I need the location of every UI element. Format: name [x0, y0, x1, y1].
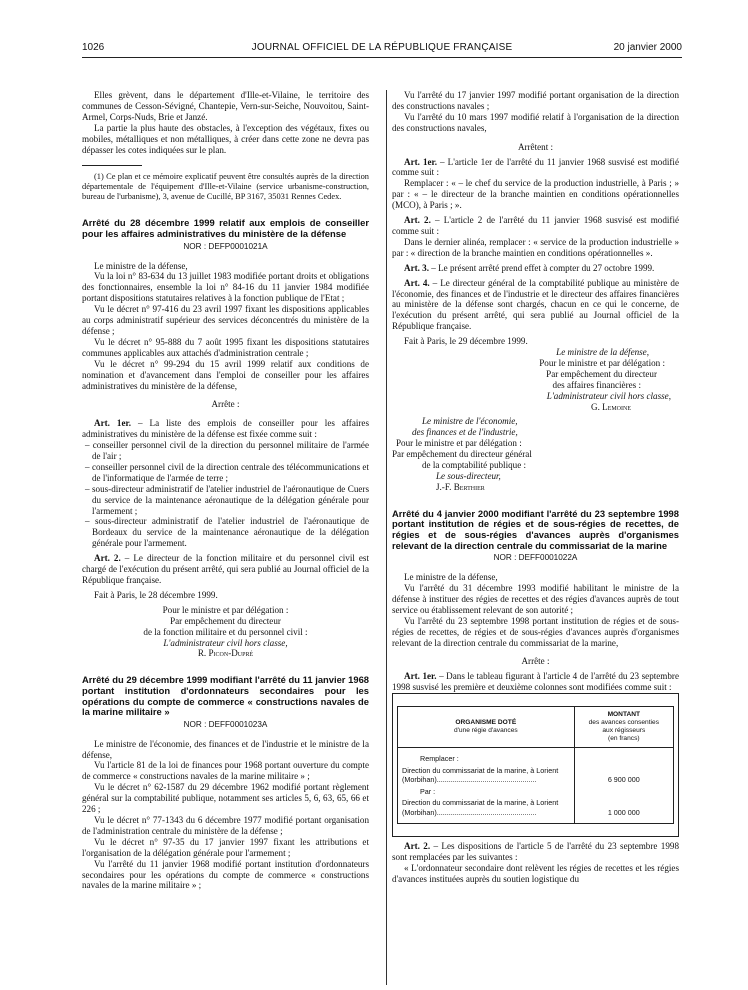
journal-title: JOURNAL OFFICIEL DE LA RÉPUBLIQUE FRANÇAISE	[251, 42, 513, 53]
emplois-list	[82, 440, 369, 549]
article-text: – Dans le tableau figurant à l'article 4 de l'arrêté du 23 septembre 1998 susvisé les première et deuxième colonnes sont modifiées comme suit :	[392, 671, 679, 693]
header-line: ORGANISME DOTÉ	[455, 719, 517, 727]
signature-title: Le ministre de l'économie,	[422, 416, 518, 427]
paragraph: Vu le décret n° 97-416 du 23 avril 1997 fixant les dispositions applicables au corps administratif supérieur des services déconcentrés du ministère de la défense ;	[82, 304, 369, 336]
table-cell	[574, 786, 673, 798]
signature-line: de la comptabilité publique :	[422, 460, 527, 471]
paragraph: Vu le décret n° 77-1343 du 6 décembre 1977 modifié portant organisation de l'administration centrale du ministère de la défense ;	[82, 814, 369, 836]
paragraph: Le ministre de l'économie, des finances et de l'industrie et le ministre de la défense,	[82, 738, 369, 760]
paragraph: Vu l'article 81 de la loi de finances pour 1968 portant ouverture du compte de commerce « constructions navales de la marine militaire » ;	[82, 760, 369, 782]
header-line: MONTANT	[607, 711, 641, 719]
article-label: Art. 3.	[404, 262, 429, 273]
article-paragraph	[82, 553, 369, 586]
signature-title: Le sous-directeur,	[436, 471, 501, 481]
footnote-rule	[82, 165, 142, 166]
signatory-name: J.-F. Berthier	[436, 481, 485, 492]
left-column	[82, 90, 369, 891]
paragraph: Elles grèvent, dans le département d'Ille-et-Vilaine, le territoire des communes de Cesson-Sévigné, Chantepie, Vern-sur-Seiche, Nouvoitou, Saint-Armel, Corps-Nuds, Brie et Janzé.	[82, 90, 369, 122]
article-label: Art. 2.	[404, 215, 431, 226]
paragraph: La partie la plus haute des obstacles, à l'exception des végétaux, fixes ou mobiles, métalliques et non métalliques, à créer dans cette zone ne devra pas dépasser les cotes indiquées sur le plan.	[82, 122, 369, 155]
signature-line: Par empêchement du directeur général	[392, 449, 532, 460]
signature-line: Pour le ministre et par délégation :	[162, 604, 289, 615]
page-header	[82, 42, 682, 56]
list-item: – sous-directeur administratif de l'atelier industriel de l'aéronautique de Bordeaux du service de la maintenance aéronautique de la délégation générale pour l'armement.	[85, 516, 369, 549]
article-paragraph	[82, 418, 369, 440]
paragraph: Vu la loi n° 83-634 du 13 juillet 1983 modifiée portant droits et obligations des fonctionnaires, ensemble la loi n° 84-16 du 11 janvier 1984 modifiée portant dispositions statutaires relatives à la fonction publique de l'Etat ;	[82, 271, 369, 304]
signature-line: Par empêchement du directeur	[546, 368, 657, 379]
table-header-montant	[574, 707, 673, 748]
article-paragraph	[392, 263, 679, 274]
fait-line: Fait à Paris, le 28 décembre 1999.	[94, 589, 218, 600]
footnote	[82, 172, 369, 202]
paragraph: Le ministre de la défense,	[404, 572, 498, 583]
article-text: – L'article 1er de l'arrêté du 11 janvier 1968 susvisé est modifié comme suit :	[392, 156, 679, 178]
signature-line: Par empêchement du directeur	[170, 615, 281, 626]
right-column	[392, 90, 679, 885]
table-cell: Direction du commissariat de la marine, à Lorient (Morbihan)..................................................	[398, 765, 575, 786]
paragraph: Le ministre de la défense,	[94, 260, 188, 271]
header-line: d'une régie d'avances	[453, 727, 518, 735]
act-title: Arrêté du 28 décembre 1999 relatif aux emplois de conseiller pour les affaires administratives du ministère de la défense	[82, 217, 369, 240]
signature-line: des affaires financières :	[552, 379, 641, 390]
page-number: 1026	[82, 42, 105, 53]
table-header-row	[398, 707, 674, 748]
paragraph: Vu le décret n° 99-294 du 15 avril 1999 relatif aux conditions de nomination et d'avancement dans l'emploi de conseiller pour les affaires administratives du ministère de la défense,	[82, 358, 369, 391]
arrete-heading: Arrête :	[211, 399, 240, 410]
article-label: Art. 1er.	[94, 418, 131, 429]
list-item: – sous-directeur administratif de l'atelier industriel de l'aéronautique de Cuers du service de la maintenance aéronautique de la délégation générale pour l'armement ;	[85, 483, 369, 516]
article-paragraph	[392, 157, 679, 179]
article-text: – La liste des emplois de conseiller pour les affaires administratives du ministère de la défense est fixée comme suit :	[82, 418, 369, 440]
table-row	[398, 786, 674, 798]
article-paragraph	[392, 671, 679, 693]
nor-reference: NOR : DEFF0001023A	[183, 719, 268, 729]
table-cell: Direction du commissariat de la marine, à Lorient (Morbihan)..................................................	[398, 797, 575, 824]
paragraph: « L'ordonnateur secondaire dont relèvent les régies de recettes et les régies d'avances instituées auprès du soutien logistique du	[392, 862, 679, 884]
paragraph: Vu l'arrêté du 31 décembre 1993 modifié habilitant le ministre de la défense à instituer des régies de recettes et des régies d'avances auprès de tout service ou établissement relevant de son autorité ;	[392, 583, 679, 615]
article-label: Art. 2.	[94, 553, 121, 564]
paragraph: Vu l'arrêté du 17 janvier 1997 modifié portant organisation de la direction des constructions navales ;	[392, 90, 679, 111]
header-line: (en francs)	[608, 735, 640, 743]
table-row	[398, 748, 674, 765]
act-title: Arrêté du 29 décembre 1999 modifiant l'arrêté du 11 janvier 1968 portant institution d'ordonnateurs secondaires pour les opérations du compte de commerce « constructions navales de la marine militaire »	[82, 674, 369, 718]
paragraph: Vu l'arrêté du 10 mars 1997 modifié relatif à l'organisation de la direction des constructions navales,	[392, 111, 679, 133]
signature-line: Pour le ministre et par délégation :	[539, 357, 665, 368]
list-item: – conseiller personnel civil de la direction centrale des télécommunications et de l'informatique de l'armée de terre ;	[85, 461, 369, 483]
nor-reference: NOR : DEFF0001022A	[493, 553, 578, 563]
article-text: – L'article 2 de l'arrêté du 11 janvier 1968 susvisé est modifié comme suit :	[392, 215, 680, 236]
paragraph: Vu le décret n° 62-1587 du 29 décembre 1962 modifié portant règlement général sur la comptabilité publique, notamment ses articles 5, 6, 63, 65, 66 et 226 ;	[82, 782, 369, 815]
article-label: Art. 4.	[404, 277, 430, 288]
paragraph: Dans le dernier alinéa, remplacer : « service de la production industrielle » par : « direction de la branche maintien en conditions opérationnelles ».	[392, 236, 679, 258]
article-label: Art. 2.	[404, 841, 431, 852]
issue-date: 20 janvier 2000	[613, 42, 682, 53]
article-text: – Les dispositions de l'article 5 de l'arrêté du 23 septembre 1998 sont remplacées par les suivantes :	[392, 841, 679, 863]
column-divider	[386, 90, 387, 985]
arretent-heading: Arrêtent :	[517, 141, 554, 152]
paragraph: Remplacer : « – le chef du service de la production industrielle, à Paris ; » par : « – le directeur de la branche maintien en conditions opérationnelles (MCO), à Paris ; ».	[392, 178, 679, 211]
article-text: – Le présent arrêté prend effet à compter du 27 octobre 1999.	[429, 262, 655, 273]
header-line: aux régisseurs	[602, 727, 646, 735]
nor-reference: NOR : DEFP0001021A	[183, 241, 268, 251]
article-text: – Le directeur de la fonction militaire et du personnel civil est chargé de l'exécution du présent arrêté, qui sera publié au Journal officiel de la République française.	[82, 553, 369, 585]
act-title: Arrêté du 4 janvier 2000 modifiant l'arrêté du 23 septembre 1998 portant institution de régies et de sous-régies de recettes, de régies et de sous-régies d'avances auprès d'organismes relevant de la direction centrale du commissariat de la marine	[392, 507, 679, 551]
paragraph: Vu l'arrêté du 23 septembre 1998 portant institution de régies et de sous-régies de recettes, de régies et de sous-régies d'avances auprès d'organismes relevant de la direction centrale du commissariat de la marine,	[392, 615, 679, 648]
paragraph: Vu le décret n° 95-888 du 7 août 1995 fixant les dispositions statutaires communes applicables aux attachés d'administration centrale ;	[82, 336, 369, 358]
signatory-name: G. Lemoine	[591, 401, 631, 412]
paragraph: Vu l'arrêté du 11 janvier 1968 modifié portant institution d'ordonnateurs secondaires pour les opérations du compte de commerce « constructions navales de la marine militaire » ;	[82, 858, 369, 891]
table-header-organisme	[398, 707, 575, 748]
article-paragraph	[392, 841, 679, 863]
signature-line: Pour le ministre et par délégation :	[396, 438, 522, 449]
signatory-name: R. Picon-Dupré	[197, 648, 254, 659]
article-paragraph	[392, 215, 679, 237]
table-cell: 6 900 000	[574, 765, 673, 786]
table-cell	[574, 748, 673, 765]
header-rule	[82, 57, 682, 58]
signature-title: L'administrateur civil hors classe,	[546, 390, 671, 401]
header-line: des avances consenties	[588, 719, 659, 727]
table-cell: Remplacer :	[398, 748, 575, 765]
article-label: Art. 1er.	[404, 156, 438, 167]
signature-title: Le ministre de la défense,	[556, 347, 649, 358]
article-paragraph	[392, 278, 679, 333]
signature-line: de la fonction militaire et du personnel civil :	[143, 626, 308, 637]
article-text: – Le directeur général de la comptabilité publique au ministère de l'économie, des finances et de l'industrie et le directeur des affaires financières au ministère de la défense sont chargés, chacun en ce qui le concerne, de l'exécution du présent arrêté, qui sera publié au Journal officiel de la République française.	[392, 277, 679, 332]
signature-title: L'administrateur civil hors classe,	[163, 637, 288, 648]
list-item: – conseiller personnel civil de la direction du personnel militaire de l'armée de l'air ;	[85, 440, 369, 462]
fait-line: Fait à Paris, le 29 décembre 1999.	[404, 336, 528, 347]
signature-title: des finances et de l'industrie,	[412, 427, 518, 438]
table-row	[398, 797, 674, 824]
table-cell: Par :	[398, 786, 575, 798]
arrete-heading: Arrête :	[521, 656, 550, 667]
regie-table	[397, 706, 674, 824]
article-label: Art. 1er.	[404, 671, 437, 682]
footnote-text: (1) Ce plan et ce mémoire explicatif peuvent être consultés auprès de la direction départementale de l'équipement d'Ille-et-Vilaine (service urbanisme-construction, bureau de l'urbanisme), 3, avenue de Cucillé, BP 3167, 35031 Rennes Cedex.	[82, 172, 369, 202]
regie-table-box	[392, 693, 679, 837]
table-cell: 1 000 000	[574, 797, 673, 824]
table-row	[398, 765, 674, 786]
paragraph: Vu le décret n° 97-35 du 17 janvier 1997 fixant les attributions et l'organisation de la délégation générale pour l'armement ;	[82, 836, 369, 858]
